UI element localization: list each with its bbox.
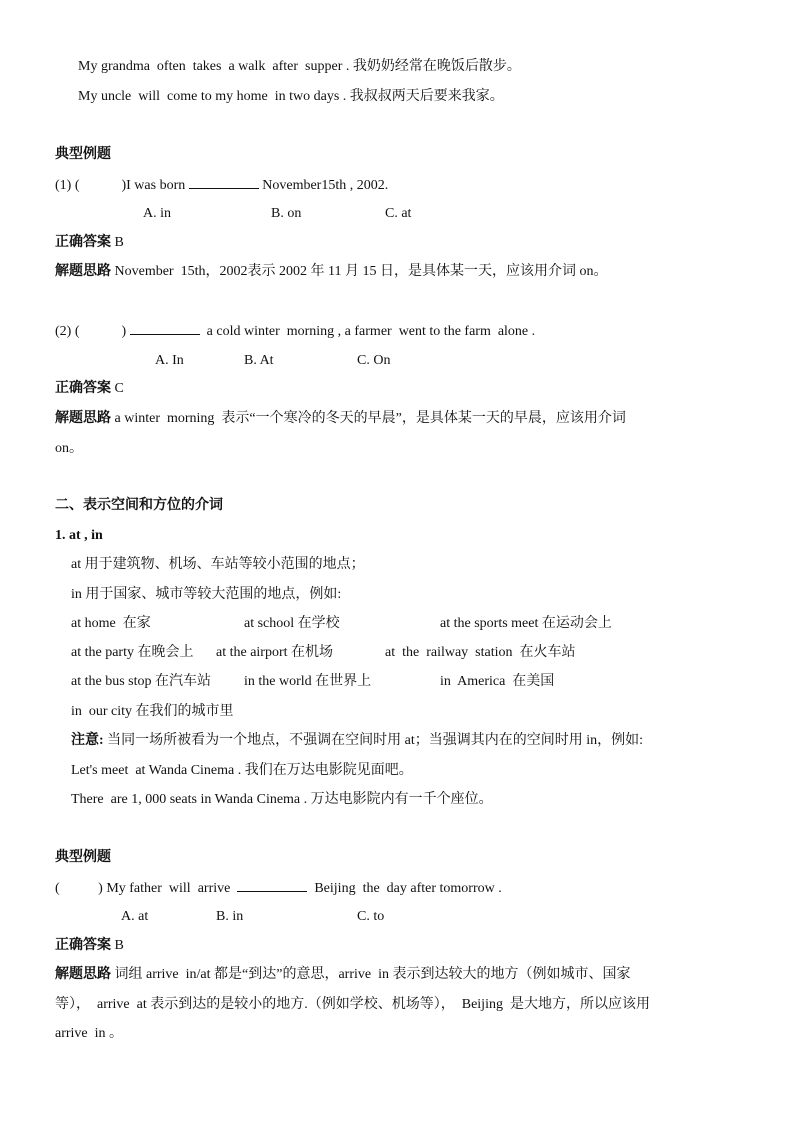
example-phrase: at the airport 在机场: [216, 645, 334, 660]
example-phrase: at school 在学校: [244, 616, 340, 631]
q1-option-b: B. on: [271, 206, 302, 221]
note: [71, 732, 643, 750]
q1-blank: [189, 176, 259, 189]
q2-option-a: A. In: [155, 353, 184, 368]
q2-prefix: (2) ( ): [55, 324, 130, 339]
example-heading-1: 典型例题: [55, 147, 111, 162]
example-phrase: in the world 在世界上: [244, 674, 372, 689]
q1-explanation: [55, 263, 607, 281]
explanation-text: 词组 arrive in/at 都是“到达”的意思，arrive in 表示到达较大的地方（例如城市、国家: [111, 967, 631, 982]
q1-answer: [55, 234, 124, 252]
q1-option-c: C. at: [385, 206, 412, 221]
example-heading-2: 典型例题: [55, 850, 111, 865]
answer-value: C: [111, 381, 124, 396]
q2-suffix: a cold winter morning , a farmer went to the farm alone .: [199, 324, 536, 339]
subsection-title: 1. at , in: [55, 528, 103, 543]
explanation-text: a winter morning 表示“一个寒冷的冬天的早晨”，是具体某一天的早晨，应该用介词: [111, 411, 626, 426]
rule-at: at 用于建筑物、机场、车站等较小范围的地点；: [71, 557, 365, 572]
intro-line-1: My grandma often takes a walk after supper . 我奶奶经常在晚饭后散步。: [78, 59, 521, 74]
answer-label: 正确答案: [55, 235, 111, 250]
q3-answer: [55, 937, 124, 955]
note-text: 当同一场所被看为一个地点，不强调在空间时用 at；当强调其内在的空间时用 in，例如:: [103, 733, 644, 748]
example-phrase: in America 在美国: [440, 674, 555, 689]
example-phrase: at the party 在晚会上: [71, 645, 194, 660]
intro-line-2: My uncle will come to my home in two days . 我叔叔两天后要来我家。: [78, 89, 504, 104]
q3-explanation: [55, 966, 630, 984]
q2-answer: [55, 380, 124, 398]
q3-option-a: A. at: [121, 909, 149, 924]
q1-suffix: November15th , 2002.: [258, 178, 389, 193]
example-phrase: at home 在家: [71, 616, 151, 631]
example-phrase: at the bus stop 在汽车站: [71, 674, 211, 689]
explanation-label: 解题思路: [55, 264, 111, 279]
q1-option-a: A. in: [143, 206, 171, 221]
q3-suffix: Beijing the day after tomorrow .: [307, 881, 502, 896]
q2-option-b: B. At: [244, 353, 274, 368]
question-2: [55, 322, 535, 341]
answer-value: B: [111, 938, 124, 953]
q2-explanation: [55, 410, 626, 428]
note-example-2: There are 1, 000 seats in Wanda Cinema . 万达电影院内有一千个座位。: [71, 792, 493, 807]
explanation-label: 解题思路: [55, 411, 111, 426]
q1-prefix: (1) ( )I was born: [55, 178, 189, 193]
answer-value: B: [111, 235, 124, 250]
question-3: [55, 879, 502, 898]
q3-option-c: C. to: [357, 909, 385, 924]
q3-explanation-cont-2: arrive in 。: [55, 1026, 124, 1041]
q2-blank: [130, 322, 200, 335]
rule-in: in 用于国家、城市等较大范围的地点，例如:: [71, 587, 342, 602]
q3-prefix: ( ) My father will arrive: [55, 881, 238, 896]
q2-option-c: C. On: [357, 353, 391, 368]
example-phrase: in our city 在我们的城市里: [71, 704, 234, 719]
explanation-text: November 15th，2002表示 2002 年 11 月 15 日，是具体某一天，应该用介词 on。: [111, 264, 608, 279]
section-title: 二、表示空间和方位的介词: [55, 498, 223, 513]
q2-explanation-cont: on。: [55, 441, 83, 456]
example-phrase: at the railway station 在火车站: [385, 645, 576, 660]
answer-label: 正确答案: [55, 381, 111, 396]
q3-option-b: B. in: [216, 909, 244, 924]
explanation-label: 解题思路: [55, 967, 111, 982]
answer-label: 正确答案: [55, 938, 111, 953]
q3-explanation-cont-1: 等）， arrive at 表示到达的是较小的地方.（例如学校、机场等）， Beijing 是大地方，所以应该用: [55, 997, 650, 1012]
example-phrase: at the sports meet 在运动会上: [440, 616, 612, 631]
note-example-1: Let's meet at Wanda Cinema . 我们在万达电影院见面吧。: [71, 763, 413, 778]
note-label: 注意:: [71, 733, 104, 748]
question-1: [55, 176, 388, 195]
q3-blank: [237, 879, 307, 892]
